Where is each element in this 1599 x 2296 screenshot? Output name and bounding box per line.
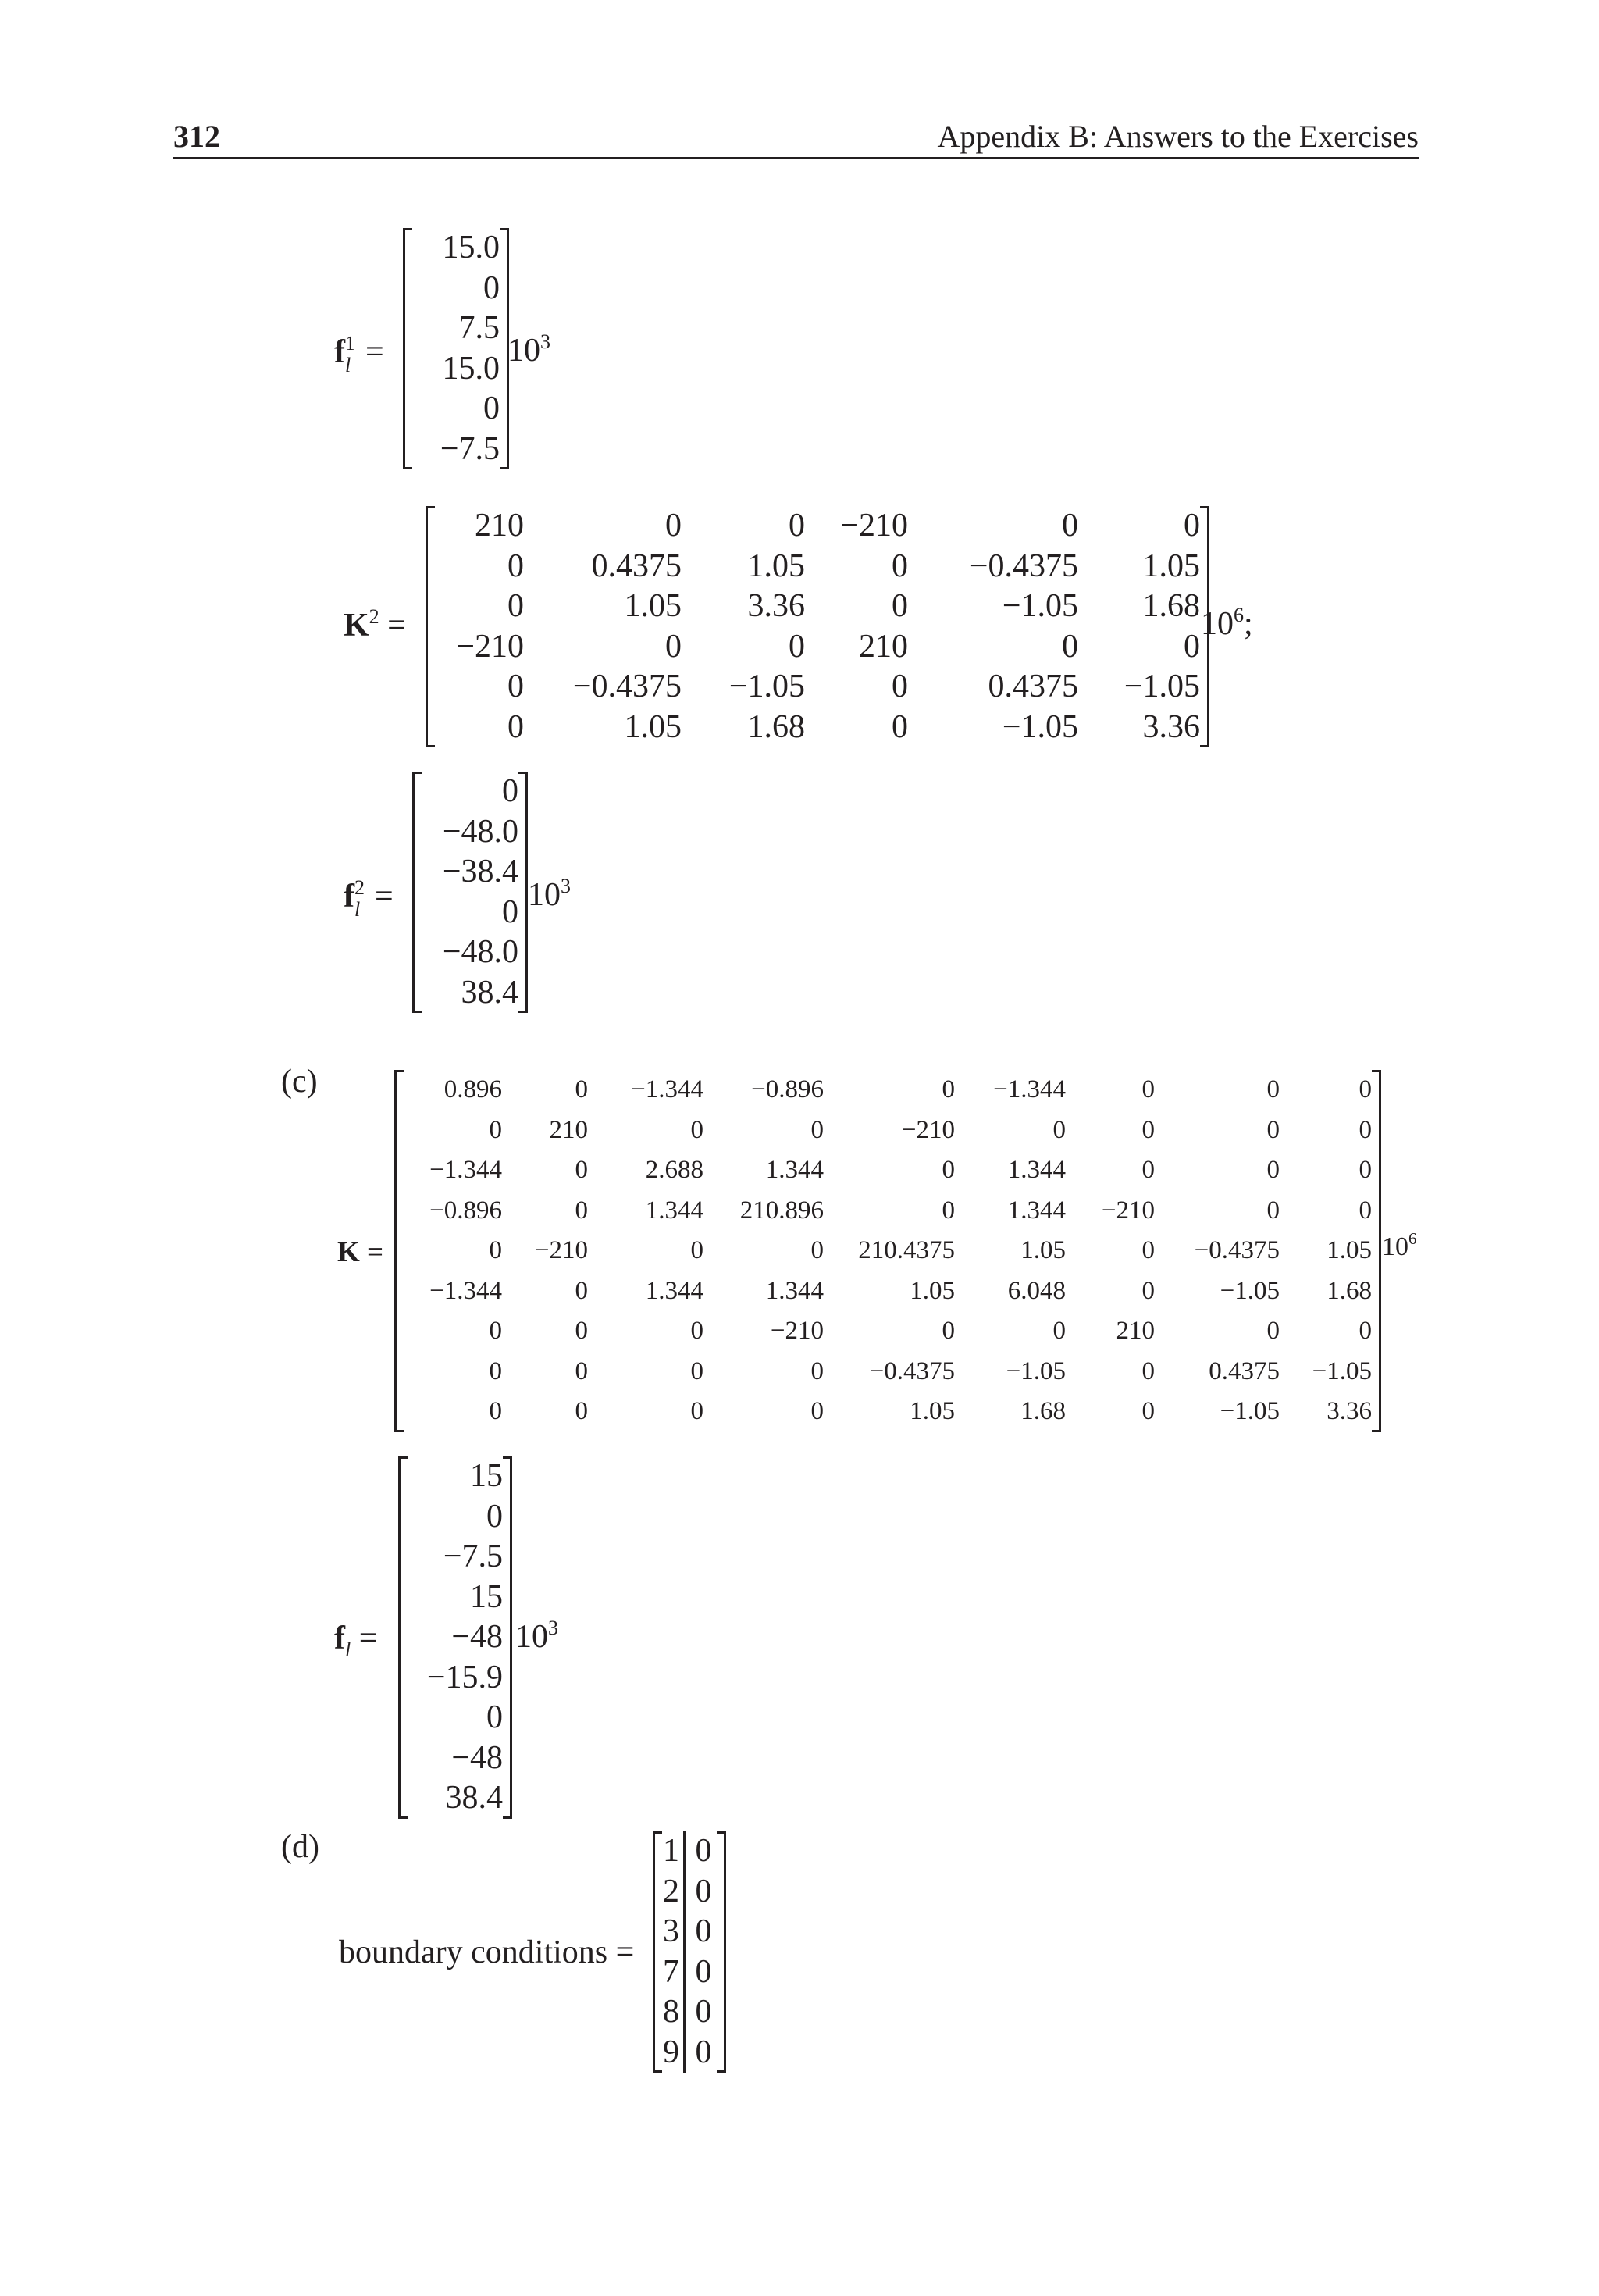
K-entry: 0 bbox=[942, 1075, 955, 1103]
K-multiplier: $10^6$ bbox=[1382, 1229, 1417, 1261]
K-entry: 0 bbox=[1266, 1156, 1280, 1184]
bc-entry: 9 bbox=[662, 2033, 686, 2073]
f2-label: f 2 l = bbox=[344, 876, 394, 921]
K2-entry: 0.4375 bbox=[988, 668, 1078, 704]
K-entry: −210 bbox=[534, 1236, 588, 1264]
bc-entry: 8 bbox=[662, 1992, 686, 2033]
K-entry: 1.344 bbox=[645, 1276, 703, 1305]
K-entry: −0.4375 bbox=[1194, 1236, 1280, 1264]
bc-entry: 7 bbox=[662, 1952, 686, 1993]
K-entry: −1.344 bbox=[429, 1276, 502, 1305]
f1-vector bbox=[403, 228, 509, 469]
bc-entry: 0 bbox=[695, 1953, 712, 1990]
K-entry: −1.05 bbox=[1220, 1397, 1280, 1425]
K-entry: 0 bbox=[1359, 1196, 1372, 1225]
K2-entry: 3.36 bbox=[747, 588, 805, 624]
K-entry: 0 bbox=[489, 1115, 502, 1144]
K2-matrix bbox=[426, 506, 1209, 747]
K-entry: 2.688 bbox=[645, 1156, 703, 1184]
K-entry: 0 bbox=[1052, 1317, 1066, 1345]
K-entry: 1.344 bbox=[1007, 1196, 1066, 1225]
K-entry: 1.05 bbox=[910, 1397, 955, 1425]
K2-entry: 0 bbox=[1062, 628, 1078, 665]
K-entry: 0 bbox=[1359, 1156, 1372, 1184]
K-entry: 0 bbox=[1141, 1357, 1155, 1385]
K2-entry: 1.68 bbox=[1142, 588, 1200, 624]
K-grid bbox=[404, 1070, 1372, 1432]
bc-entry: 0 bbox=[695, 1913, 712, 1949]
K-entry: 0 bbox=[1141, 1276, 1155, 1305]
f1-entry: −7.5 bbox=[440, 430, 500, 467]
f1-label: f 1 l = bbox=[334, 332, 384, 376]
K2-entry: 0 bbox=[789, 508, 805, 544]
K-entry: 0 bbox=[690, 1317, 703, 1345]
f1-entry: 7.5 bbox=[458, 310, 500, 346]
K-entry: −1.05 bbox=[1312, 1357, 1372, 1385]
K2-entry: 1.05 bbox=[624, 708, 682, 745]
f1-grid bbox=[412, 228, 500, 469]
f2-vector bbox=[412, 772, 528, 1013]
K-label: K = bbox=[337, 1236, 383, 1268]
K-entry: 210 bbox=[549, 1115, 588, 1144]
K2-entry: 0 bbox=[892, 708, 908, 745]
fl-entry: 15 bbox=[470, 1458, 503, 1494]
bc-entry: 0 bbox=[695, 2034, 712, 2070]
K2-entry: 0.4375 bbox=[591, 547, 682, 584]
K2-entry: 1.05 bbox=[1142, 547, 1200, 584]
fl-entry: −7.5 bbox=[443, 1538, 503, 1574]
K-entry: 3.36 bbox=[1327, 1397, 1372, 1425]
header-rule bbox=[173, 157, 1419, 159]
K2-entry: 210 bbox=[475, 508, 524, 544]
K-entry: 0 bbox=[1266, 1115, 1280, 1144]
K2-entry: 1.05 bbox=[747, 547, 805, 584]
K2-entry: −1.05 bbox=[1002, 708, 1078, 745]
bc-entry: 1 bbox=[662, 1831, 686, 1872]
K2-multiplier: $10^6$; bbox=[1201, 604, 1253, 642]
part-d-label: (d) bbox=[281, 1829, 319, 1865]
K-entry: −0.896 bbox=[429, 1196, 502, 1225]
K-entry: 0 bbox=[942, 1156, 955, 1184]
K2-entry: −210 bbox=[456, 628, 524, 665]
f1-entry: 0 bbox=[483, 390, 500, 426]
K-entry: 0 bbox=[1266, 1196, 1280, 1225]
K-entry: 0 bbox=[810, 1236, 824, 1264]
boundary-conditions-label: boundary conditions = bbox=[339, 1934, 635, 1970]
f2-entry: 38.4 bbox=[461, 974, 518, 1011]
K2-entry: −1.05 bbox=[1002, 588, 1078, 624]
K-entry: 210.4375 bbox=[858, 1236, 955, 1264]
bc-entry: 0 bbox=[695, 1873, 712, 1909]
K-entry: 1.344 bbox=[765, 1276, 824, 1305]
fl-entry: 0 bbox=[486, 1699, 503, 1735]
K-entry: 0 bbox=[942, 1196, 955, 1225]
K-entry: 0 bbox=[690, 1236, 703, 1264]
bc-entry: 0 bbox=[695, 1994, 712, 2030]
K-entry: −1.05 bbox=[1006, 1357, 1066, 1385]
K-matrix bbox=[394, 1070, 1381, 1432]
K-entry: 1.05 bbox=[910, 1276, 955, 1305]
K-entry: 0 bbox=[1052, 1115, 1066, 1144]
boundary-conditions-matrix bbox=[653, 1831, 726, 2073]
K-entry: 0 bbox=[489, 1317, 502, 1345]
bc-entry: 3 bbox=[662, 1912, 686, 1952]
K-entry: 1.344 bbox=[645, 1196, 703, 1225]
K2-entry: 0 bbox=[1184, 508, 1200, 544]
fl-vector bbox=[398, 1456, 512, 1819]
part-c-label: (c) bbox=[281, 1064, 318, 1100]
K-entry: −210 bbox=[1101, 1196, 1155, 1225]
f2-entry: 0 bbox=[502, 773, 518, 809]
K-entry: 1.05 bbox=[1020, 1236, 1066, 1264]
K2-entry: −1.05 bbox=[728, 668, 805, 704]
K-entry: −0.4375 bbox=[869, 1357, 955, 1385]
K-entry: 0 bbox=[942, 1317, 955, 1345]
K2-entry: 0 bbox=[665, 628, 682, 665]
K2-grid bbox=[435, 506, 1200, 747]
K-entry: 0 bbox=[1141, 1156, 1155, 1184]
K2-entry: 0 bbox=[507, 547, 524, 584]
f1-entry: 0 bbox=[483, 269, 500, 306]
bc-entry: 0 bbox=[695, 1833, 712, 1869]
f2-entry: −48.0 bbox=[442, 934, 518, 970]
K-entry: 1.68 bbox=[1327, 1276, 1372, 1305]
K-entry: 0 bbox=[489, 1397, 502, 1425]
K2-label: $K^2$ = bbox=[344, 605, 406, 644]
K-entry: 0 bbox=[575, 1075, 588, 1103]
page-number: 312 bbox=[173, 119, 220, 154]
f2-entry: −38.4 bbox=[442, 854, 518, 890]
K-entry: −0.896 bbox=[751, 1075, 824, 1103]
running-title: Appendix B: Answers to the Exercises bbox=[937, 119, 1419, 154]
K-entry: 1.344 bbox=[1007, 1156, 1066, 1184]
K2-entry: −210 bbox=[840, 508, 908, 544]
fl-entry: −48 bbox=[451, 1619, 503, 1655]
K2-entry: 1.05 bbox=[624, 588, 682, 624]
K-entry: 0 bbox=[1359, 1317, 1372, 1345]
K-entry: 0.4375 bbox=[1209, 1357, 1280, 1385]
K-entry: 0 bbox=[1141, 1115, 1155, 1144]
K-entry: 0 bbox=[1266, 1075, 1280, 1103]
f2-grid bbox=[422, 772, 518, 1013]
f1-entry: 15.0 bbox=[442, 230, 500, 266]
K-entry: −1.344 bbox=[993, 1075, 1066, 1103]
K2-entry: −1.05 bbox=[1124, 668, 1200, 704]
K-entry: 0 bbox=[1266, 1317, 1280, 1345]
K-entry: 0 bbox=[575, 1196, 588, 1225]
f1-multiplier: $10^3$ bbox=[507, 330, 550, 369]
K-entry: 0 bbox=[1359, 1075, 1372, 1103]
fl-entry: 15 bbox=[470, 1578, 503, 1615]
K-entry: 0 bbox=[575, 1156, 588, 1184]
K-entry: 0 bbox=[1359, 1115, 1372, 1144]
K-entry: 0 bbox=[575, 1397, 588, 1425]
K2-entry: 0 bbox=[892, 588, 908, 624]
K-entry: 0 bbox=[489, 1236, 502, 1264]
K-entry: 0 bbox=[1141, 1236, 1155, 1264]
K-entry: 0 bbox=[575, 1276, 588, 1305]
fl-entry: −15.9 bbox=[426, 1659, 503, 1695]
K2-entry: −0.4375 bbox=[969, 547, 1078, 584]
K2-entry: 0 bbox=[1184, 628, 1200, 665]
K-entry: 210 bbox=[1116, 1317, 1155, 1345]
K-entry: 6.048 bbox=[1007, 1276, 1066, 1305]
K-entry: −210 bbox=[901, 1115, 955, 1144]
K-entry: 0 bbox=[810, 1397, 824, 1425]
fl-entry: −48 bbox=[451, 1739, 503, 1776]
K-entry: 0 bbox=[690, 1357, 703, 1385]
K-entry: −1.344 bbox=[631, 1075, 703, 1103]
K2-entry: 0 bbox=[665, 508, 682, 544]
K-entry: 1.68 bbox=[1020, 1397, 1066, 1425]
fl-entry: 0 bbox=[486, 1498, 503, 1535]
bc-grid bbox=[662, 1831, 717, 2073]
K2-entry: 0 bbox=[892, 668, 908, 704]
K2-entry: 0 bbox=[507, 588, 524, 624]
K-entry: 0 bbox=[810, 1115, 824, 1144]
K-entry: −1.05 bbox=[1220, 1276, 1280, 1305]
f2-entry: 0 bbox=[502, 893, 518, 930]
K-entry: −210 bbox=[770, 1317, 824, 1345]
bc-entry: 2 bbox=[662, 1872, 686, 1913]
K2-entry: 0 bbox=[789, 628, 805, 665]
K-entry: 0 bbox=[690, 1115, 703, 1144]
K2-entry: 1.68 bbox=[747, 708, 805, 745]
K-entry: 0 bbox=[489, 1357, 502, 1385]
K2-entry: 210 bbox=[859, 628, 908, 665]
K-entry: 0 bbox=[1141, 1075, 1155, 1103]
K-entry: 0 bbox=[575, 1317, 588, 1345]
K2-entry: 0 bbox=[892, 547, 908, 584]
fl-grid bbox=[408, 1456, 503, 1819]
K2-entry: 0 bbox=[1062, 508, 1078, 544]
K2-entry: 3.36 bbox=[1142, 708, 1200, 745]
f2-entry: −48.0 bbox=[442, 813, 518, 850]
K-entry: 0 bbox=[690, 1397, 703, 1425]
K-entry: 1.05 bbox=[1327, 1236, 1372, 1264]
K-entry: 0.896 bbox=[443, 1075, 502, 1103]
K-entry: 0 bbox=[575, 1357, 588, 1385]
fl-label: $f_l$ = bbox=[334, 1620, 378, 1661]
K-entry: 0 bbox=[810, 1357, 824, 1385]
f2-multiplier: $10^3$ bbox=[528, 875, 571, 913]
K-entry: 210.896 bbox=[739, 1196, 824, 1225]
f1-entry: 15.0 bbox=[442, 350, 500, 387]
K2-entry: 0 bbox=[507, 668, 524, 704]
K2-entry: −0.4375 bbox=[572, 668, 682, 704]
fl-multiplier: $10^3$ bbox=[515, 1617, 558, 1655]
K-entry: 1.344 bbox=[765, 1156, 824, 1184]
K-entry: 0 bbox=[1141, 1397, 1155, 1425]
K2-entry: 0 bbox=[507, 708, 524, 745]
K-entry: −1.344 bbox=[429, 1156, 502, 1184]
fl-entry: 38.4 bbox=[445, 1780, 503, 1816]
